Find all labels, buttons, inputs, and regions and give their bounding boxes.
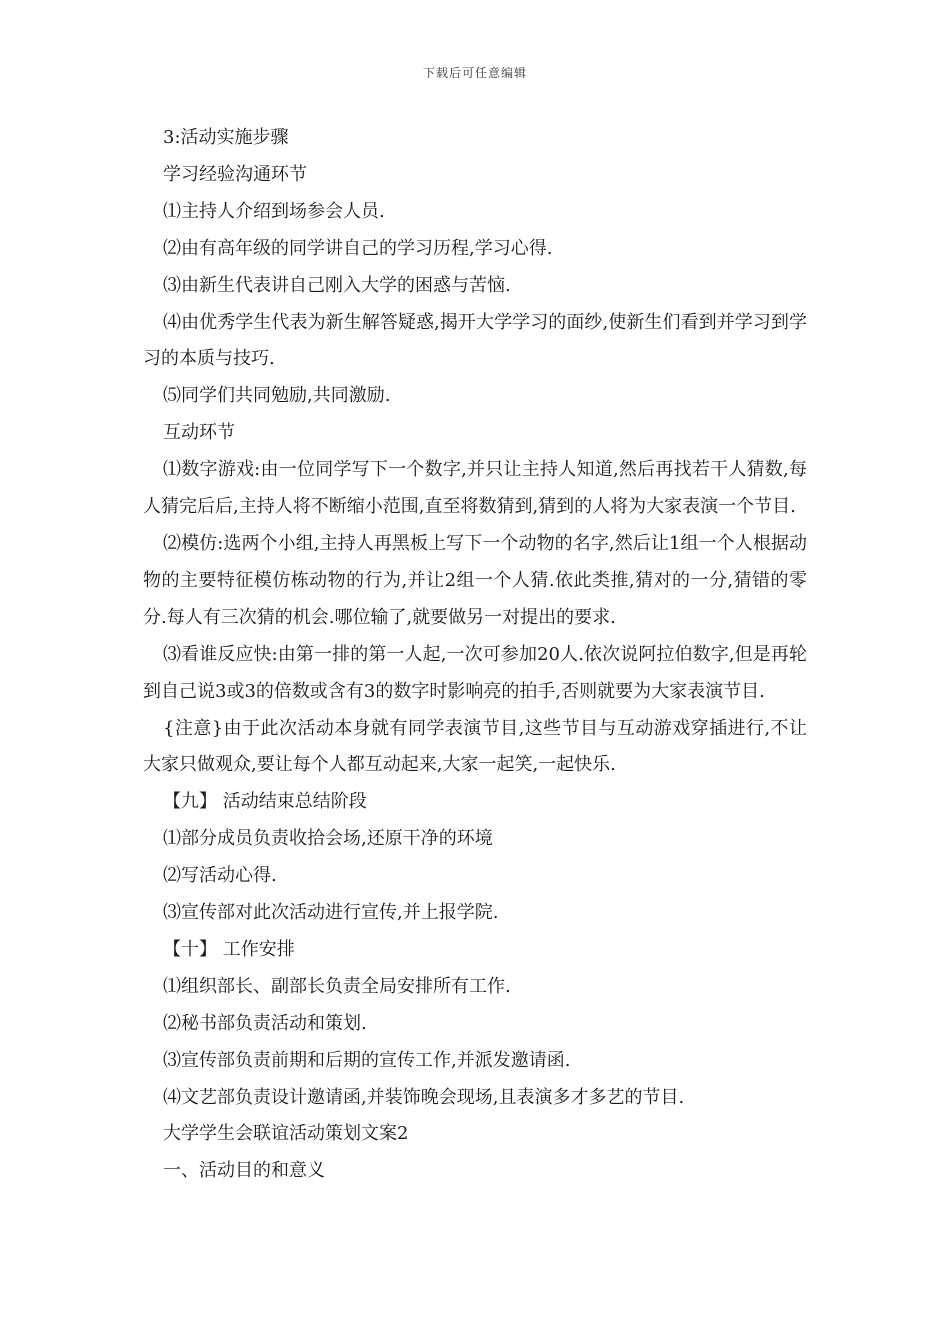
list-item: ⑸同学们共同勉励,共同激励. xyxy=(163,385,391,407)
subsection-heading-study-exchange: 学习经验沟通环节 xyxy=(163,163,307,185)
section-heading-nine: 【九】 活动结束总结阶段 xyxy=(163,791,367,813)
list-item: ⑷由优秀学生代表为新生解答疑惑,揭开大学学习的面纱,使新生们看到并学习到学习的本质与技巧. xyxy=(143,311,807,370)
list-item: ⑷文艺部负责设计邀请函,并装饰晚会现场,且表演多才多艺的节目. xyxy=(163,1086,685,1108)
list-item: ⑶宣传部负责前期和后期的宣传工作,并派发邀请函. xyxy=(163,1049,571,1071)
document-subtitle: 大学学生会联谊活动策划文案2 xyxy=(163,1123,409,1145)
list-item: ⑵写活动心得. xyxy=(163,865,277,887)
list-item: ⑴主持人介绍到场参会人员. xyxy=(163,200,385,222)
subsection-heading-interaction: 互动环节 xyxy=(163,422,235,444)
section-heading-steps: 3:活动实施步骤 xyxy=(163,127,289,148)
section-heading-ten: 【十】 工作安排 xyxy=(163,938,295,960)
page-header-note: 下载后可任意编辑 xyxy=(422,66,527,80)
list-item: ⑴部分成员负责收拾会场,还原干净的环境 xyxy=(163,828,493,850)
document-body xyxy=(143,120,807,1190)
list-item: ⑴组织部长、副部长负责全局安排所有工作. xyxy=(163,975,511,997)
list-item: ⑵模仿:选两个小组,主持人再黑板上写下一个动物的名字,然后让1组一个人根据动物的主要特征模仿栋动物的行为,并让2组一个人猜.依此类推,猜对的一分,猜错的零分.每人有三次猜的机会.哪位输了,就要做另一对提出的要求. xyxy=(143,532,807,628)
note-paragraph: {注意}由于此次活动本身就有同学表演节目,这些节目与互动游戏穿插进行,不让大家只做观众,要让每个人都互动起来,大家一起笑,一起快乐. xyxy=(143,717,807,776)
section-heading-purpose: 一、活动目的和意义 xyxy=(163,1160,325,1182)
list-item: ⑶由新生代表讲自己刚入大学的困惑与苦恼. xyxy=(163,274,511,296)
list-item: ⑵由有高年级的同学讲自己的学习历程,学习心得. xyxy=(163,237,553,259)
list-item: ⑴数字游戏:由一位同学写下一个数字,并只让主持人知道,然后再找若干人猜数,每人猜完后后,主持人将不断缩小范围,直至将数猜到,猜到的人将为大家表演一个节目. xyxy=(143,459,807,518)
list-item: ⑶看谁反应快:由第一排的第一人起,一次可参加20人.依次说阿拉伯数字,但是再轮到自己说3或3的倍数或含有3的数字时影响亮的拍手,否则就要为大家表演节目. xyxy=(143,643,807,702)
list-item: ⑵秘书部负责活动和策划. xyxy=(163,1012,367,1034)
list-item: ⑶宣传部对此次活动进行宣传,并上报学院. xyxy=(163,902,499,924)
